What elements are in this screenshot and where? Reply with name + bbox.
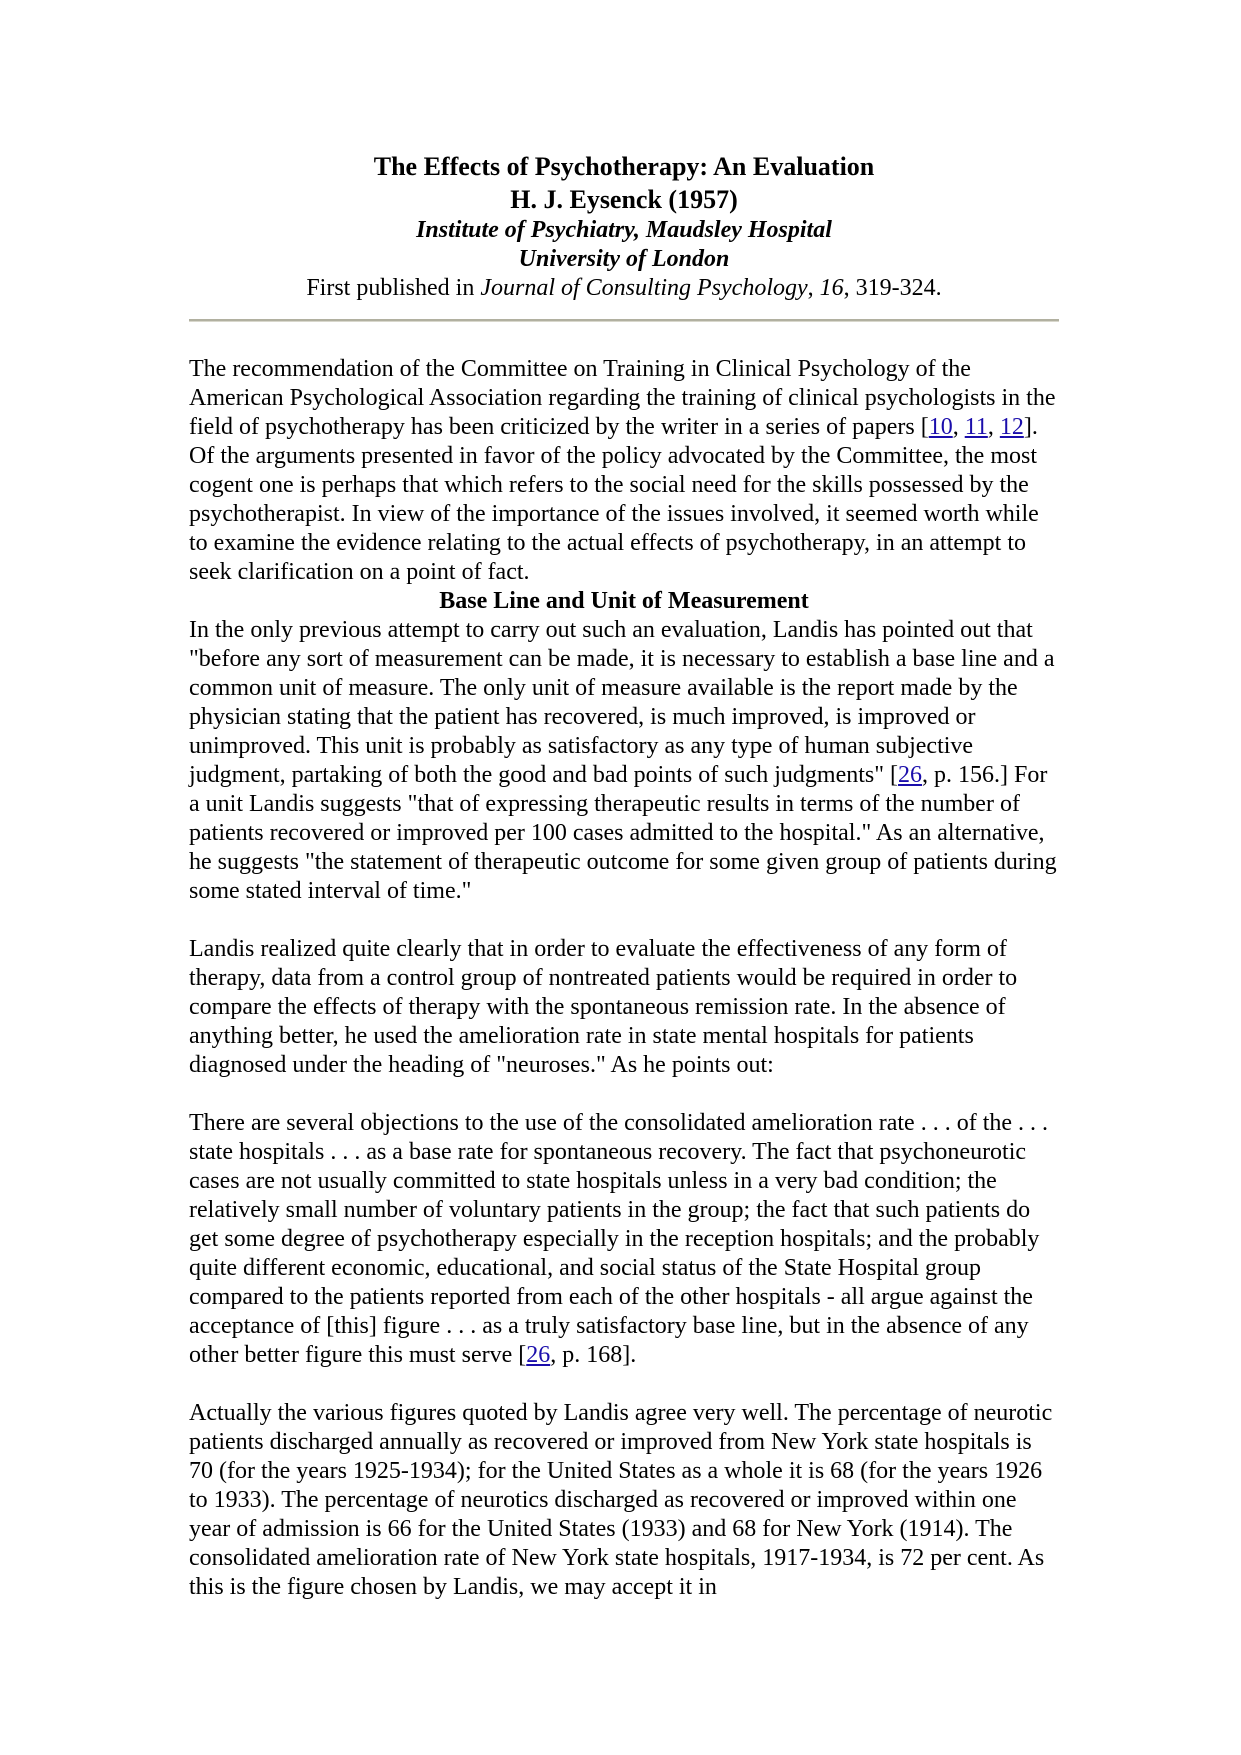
paragraph-quotation: [189, 1109, 1059, 1370]
affiliation-university: University of London: [518, 246, 730, 272]
document-page: [189, 150, 1059, 1602]
citation-link-26[interactable]: 26: [526, 1342, 551, 1368]
paragraph-spacer: [189, 1080, 1059, 1109]
paragraph-intro: [189, 355, 1059, 587]
paragraph-text: , p. 168].: [550, 1342, 637, 1368]
paragraph-spacer: [189, 1370, 1059, 1399]
paragraph-text: There are several objections to the use of the consolidated amelioration rate . . . of the . . . state hospitals . . . as a base rate for spontaneous recovery. The fact that psychoneurotic cases are not usually committed to state hospitals unless in a very bad condition; the relatively small number of voluntary patients in the group; the fact that such patients do get some degree of psychotherapy especially in the reception hospitals; and the probably quite different economic, educational, and social status of the State Hospital group compared to the patients reported from each of the other hospitals - all argue against the acceptance of [this] figure . . . as a truly satisfactory base line, but in the absence of any other better figure this must serve [: [189, 1110, 1049, 1368]
paragraph-control-group: Landis realized quite clearly that in order to evaluate the effectiveness of any form of therapy, data from a control group of nontreated patients would be required in order to compare the effects of therapy with the spontaneous remission rate. In the absence of anything better, he used the amelioration rate in state mental hospitals for patients diagnosed under the heading of "neuroses." As he points out:: [189, 936, 1018, 1078]
pub-journal: Journal of Consulting Psychology: [480, 275, 808, 301]
article-header: [189, 150, 1059, 303]
article-body: [189, 355, 1059, 1602]
citation-link-11[interactable]: 11: [964, 414, 988, 440]
citation-separator: ,: [952, 414, 965, 440]
paragraph-text: In the only previous attempt to carry out such an evaluation, Landis has pointed out that "before any sort of measurement can be made, it is necessary to establish a base line and a common unit of measure. The only unit of measure available is the report made by the physician stating that the patient has recovered, is much improved, is improved or unimproved. This unit is probably as satisfactory as any type of human subjective judgment, partaking of both the good and bad points of such judgments" [: [189, 617, 1055, 788]
citation-link-12[interactable]: 12: [999, 414, 1024, 440]
pub-prefix: First published in: [306, 275, 481, 301]
paragraph-figures: Actually the various figures quoted by Landis agree very well. The percentage of neurotic patients discharged annually as recovered or improved from New York state hospitals is 70 (for the years 1925-1934); for the United States as a whole it is 68 (for the years 1926 to 1933). The percentage of neurotics discharged as recovered or improved within one year of admission is 66 for the United States (1933) and 68 for New York (1914). The consolidated amelioration rate of New York state hospitals, 1917-1934, is 72 per cent. As this is the figure chosen by Landis, we may accept it in: [189, 1400, 1053, 1600]
citation-separator: ,: [987, 414, 1000, 440]
pub-volume: 16: [819, 275, 844, 301]
article-title: The Effects of Psychotherapy: An Evaluation: [373, 152, 875, 181]
header-divider: [189, 319, 1059, 322]
paragraph-spacer: [189, 906, 1059, 935]
paragraph-text: The recommendation of the Committee on Training in Clinical Psychology of the American Psychological Association regarding the training of clinical psychologists in the field of psychotherapy has been criticized by the writer in a series of papers [: [189, 356, 1056, 440]
paragraph-text: , p. 156.] For a unit Landis suggests "that of expressing therapeutic results in terms of the number of patients recovered or improved per 100 cases admitted to the hospital." As an alternative, he suggests "the statement of therapeutic outcome for some given group of patients during some stated interval of time.": [189, 762, 1057, 904]
affiliation-institute: Institute of Psychiatry, Maudsley Hospital: [416, 217, 832, 243]
citation-link-26[interactable]: 26: [898, 762, 923, 788]
citation-link-10[interactable]: 10: [928, 414, 953, 440]
pub-separator: ,: [807, 275, 820, 301]
section-heading-base-line: Base Line and Unit of Measurement: [439, 588, 809, 614]
article-author: H. J. Eysenck (1957): [510, 185, 738, 214]
paragraph-landis-measurement: [189, 616, 1059, 906]
paragraph-text: ]. Of the arguments presented in favor of the policy advocated by the Committee, the most cogent one is perhaps that which refers to the social need for the skills possessed by the psychotherapist. In view of the importance of the issues involved, it seemed worth while to examine the evidence relating to the actual effects of psychotherapy, in an attempt to seek clarification on a point of fact.: [189, 414, 1039, 585]
pub-pages: , 319-324.: [843, 275, 942, 301]
publication-info: [189, 274, 1059, 303]
